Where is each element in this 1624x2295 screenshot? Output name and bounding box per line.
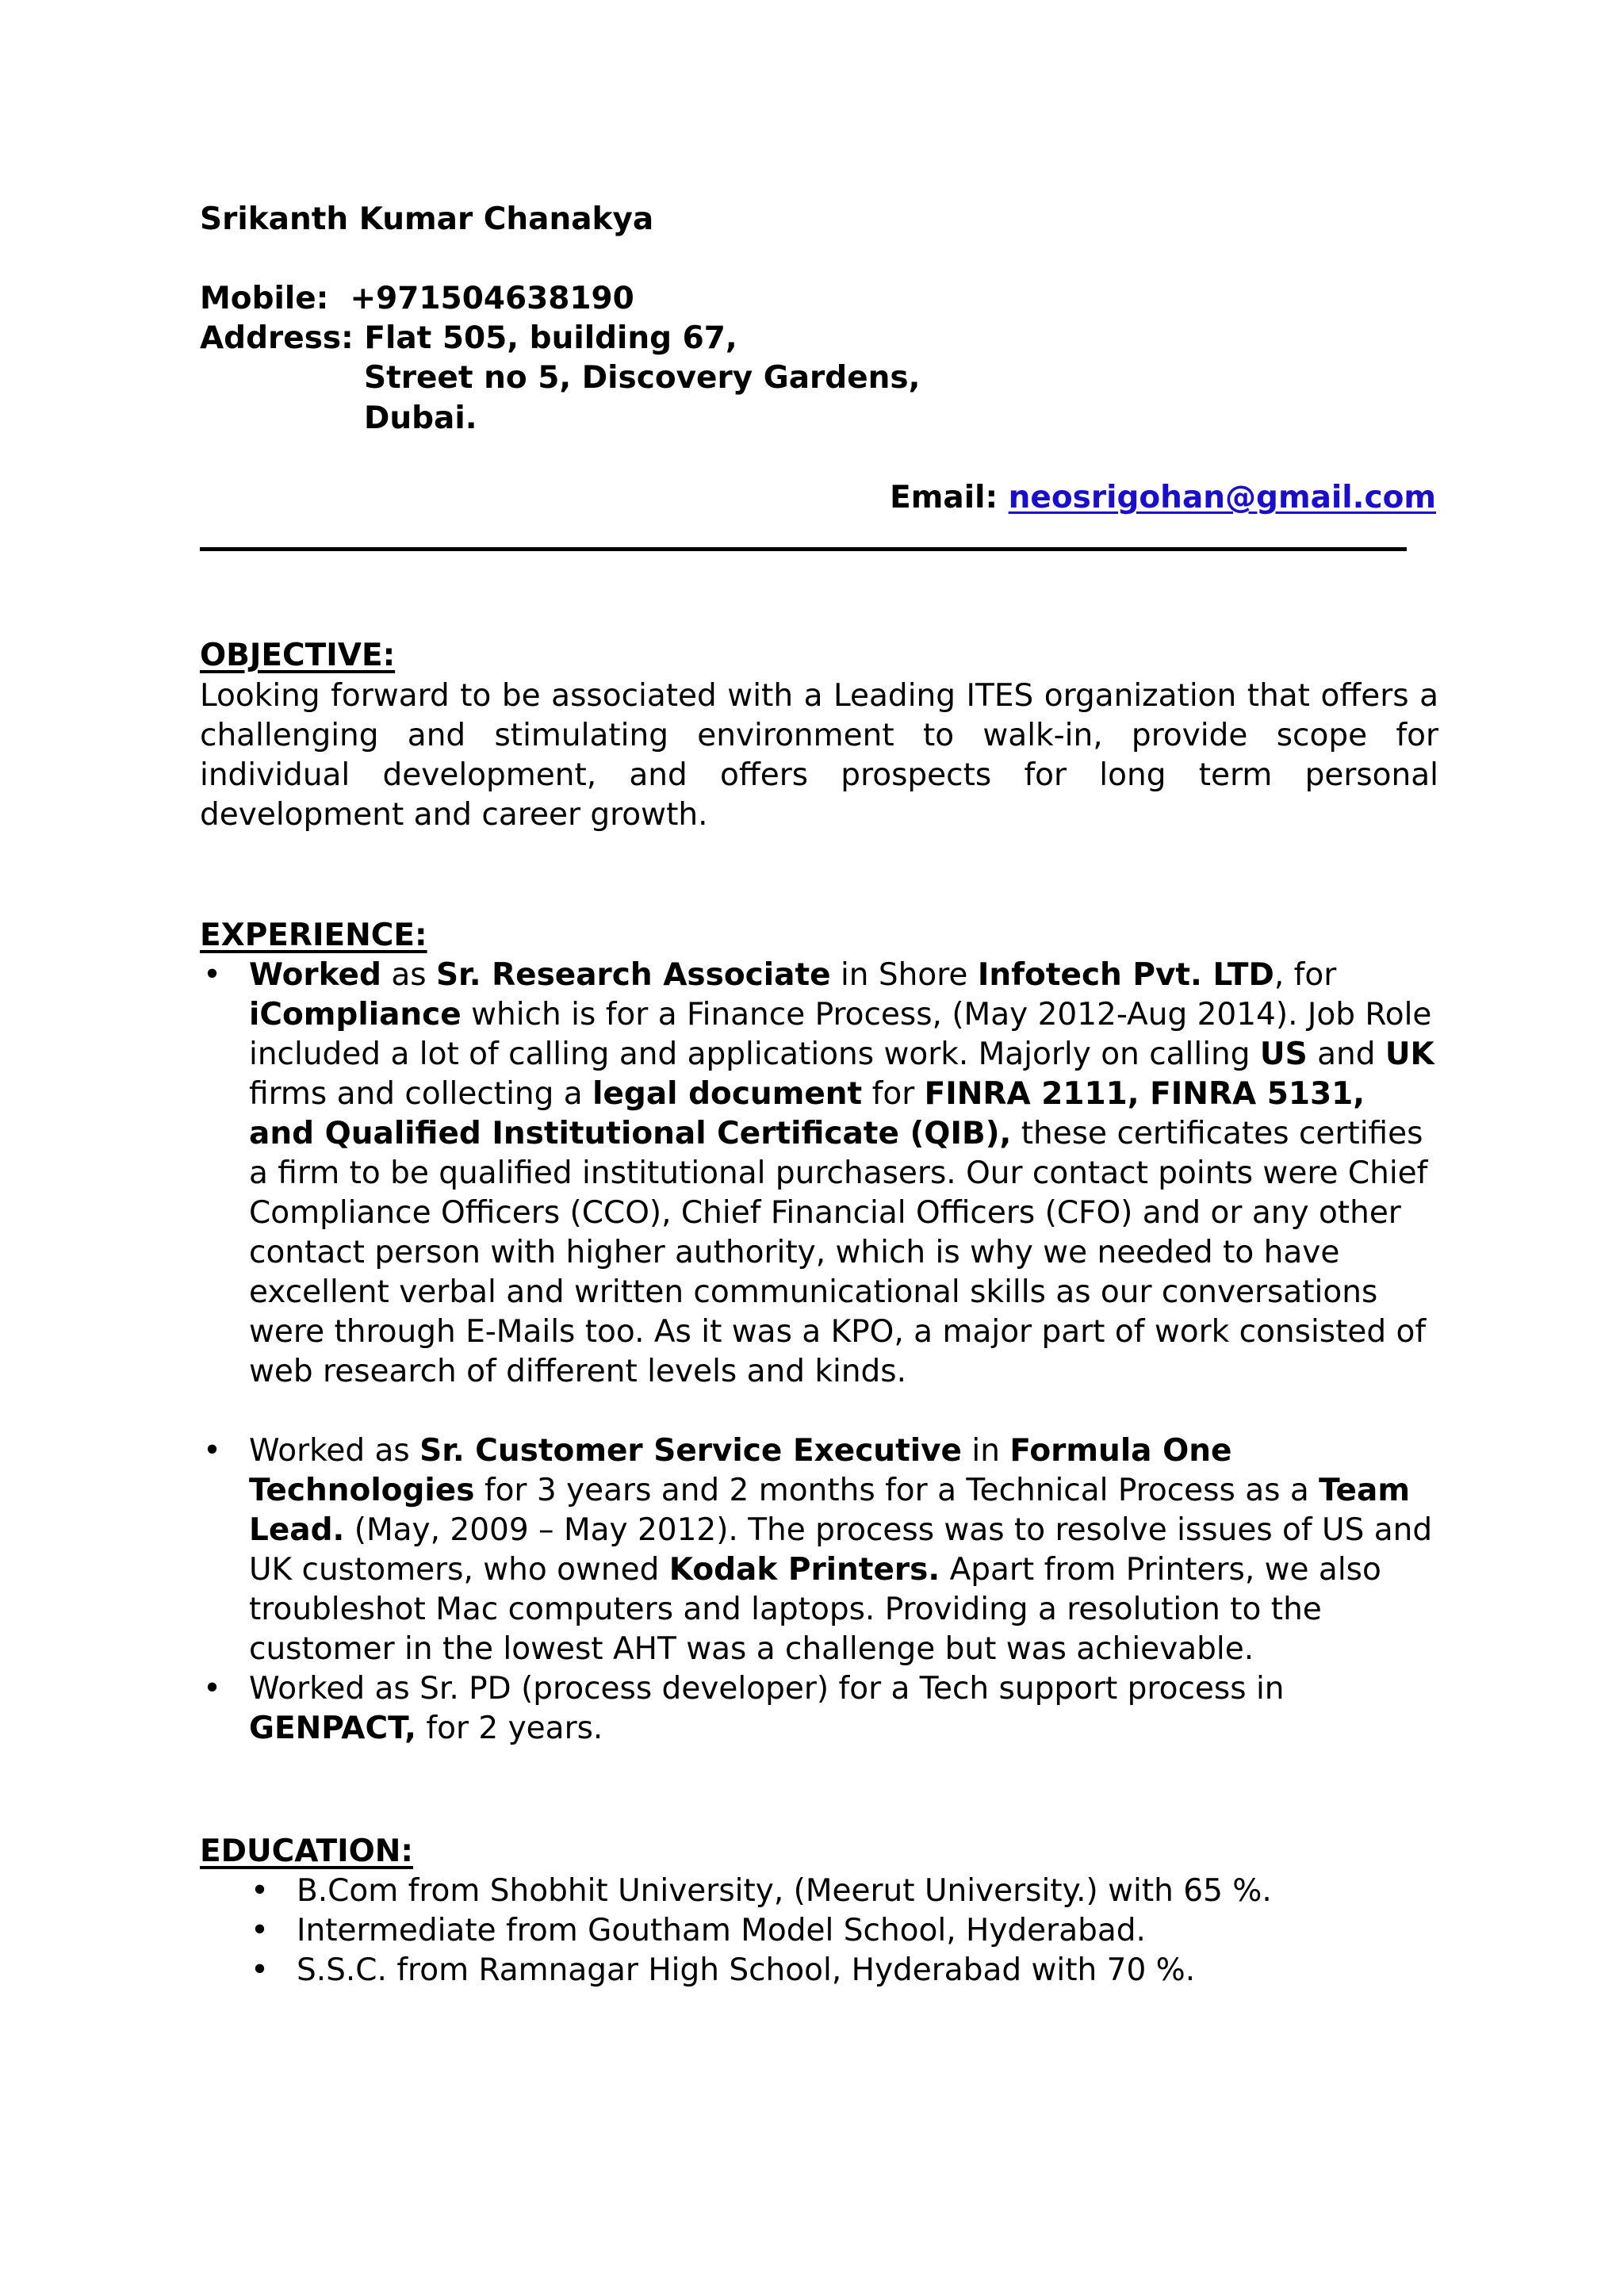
bold-text-run: iCompliance [249, 997, 462, 1033]
experience-item [200, 1669, 1438, 1749]
education-list [200, 1872, 1438, 1990]
bullet-icon: • [251, 1952, 270, 1988]
experience-item-text [249, 1433, 1432, 1667]
text-run: Worked as Sr. PD (process developer) for a Tech support process in [249, 1671, 1285, 1707]
text-run: for [862, 1076, 925, 1112]
text-run: and [1307, 1036, 1385, 1072]
text-run: which is for a Finance Process, (May 2012-Aug 2014). Job Role included a lot of calling and applications work. Majorly on calling [249, 997, 1432, 1072]
mobile-label: Mobile: [200, 281, 329, 316]
education-item [200, 1951, 1438, 1990]
address-line-2: Street no 5, Discovery Gardens, [364, 360, 921, 396]
text-run: in [961, 1433, 1010, 1469]
bold-text-run: Team Lead. [249, 1473, 1410, 1548]
address-value-1: Flat 505, building 67, [364, 320, 737, 356]
address-label: Address: [200, 320, 354, 356]
objective-title: OBJECTIVE: [200, 638, 396, 673]
experience-title: EXPERIENCE: [200, 918, 427, 953]
bold-text-run: UK [1385, 1036, 1434, 1072]
objective-text: Looking forward to be associated with a Leading ITES organization that offers a challenging and stimulating environment to walk-in, provide scope for individual development, and offers prospects for long term personal development and career growth. [200, 678, 1438, 833]
email-link[interactable]: neosrigohan@gmail.com [1008, 480, 1436, 515]
education-item-text: B.Com from Shobhit University, (Meerut University.) with 65 %. [297, 1873, 1272, 1909]
address-line-3: Dubai. [364, 400, 477, 436]
text-run: as [381, 957, 436, 993]
text-run: for 2 years. [416, 1711, 603, 1746]
experience-item [200, 1431, 1438, 1669]
bold-text-run: FINRA 2111, FINRA 5131, and Qualified Institutional Certificate (QIB), [249, 1076, 1365, 1151]
experience-item-text [249, 1671, 1285, 1746]
bold-text-run: GENPACT, [249, 1711, 416, 1746]
header-divider [200, 547, 1407, 551]
candidate-name: Srikanth Kumar Chanakya [200, 201, 654, 237]
education-item [200, 1872, 1438, 1911]
education-item-text: S.S.C. from Ramnagar High School, Hyderabad with 70 %. [297, 1952, 1196, 1988]
text-run: Worked as [249, 1433, 420, 1469]
bullet-icon: • [251, 1913, 270, 1948]
text-run: for 3 years and 2 months for a Technical Process as a [474, 1473, 1320, 1508]
address-line-1 [200, 319, 737, 358]
mobile-line [200, 279, 634, 319]
experience-item-text [249, 957, 1434, 1389]
bullet-icon: • [203, 957, 222, 993]
bold-text-run: Kodak Printers. [668, 1552, 940, 1588]
text-run: these certificates certifies a firm to be qualified institutional purchasers. Our contact points were Chief Compliance Officers (CCO), Chief Financial Officers (CFO) and or any other contact person with higher authority, which is why we needed to have excellent verbal and written communicational skills as our conversations were through E-Mails too. As it was a KPO, a major part of work consisted of web research of different levels and kinds. [249, 1116, 1428, 1389]
experience-list [200, 956, 1438, 1749]
bullet-icon: • [203, 1671, 222, 1707]
bold-text-run: legal document [592, 1076, 863, 1112]
text-run: Apart from Printers, we also troubleshot Mac computers and laptops. Providing a resolution to the customer in the lowest AHT was a challenge but was achievable. [249, 1552, 1381, 1667]
text-run: , for [1274, 957, 1337, 993]
email-label: Email: [890, 480, 998, 515]
education-item [200, 1911, 1438, 1951]
education-item-text: Intermediate from Goutham Model School, Hyderabad. [297, 1913, 1146, 1948]
text-run: firms and collecting a [249, 1076, 593, 1112]
bold-text-run: Sr. Customer Service Executive [419, 1433, 962, 1469]
bold-text-run: Sr. Research Associate [435, 957, 831, 993]
bold-text-run: Formula One Technologies [249, 1433, 1232, 1508]
mobile-value: +971504638190 [350, 281, 634, 316]
bold-text-run: Infotech Pvt. LTD [977, 957, 1274, 993]
education-title: EDUCATION: [200, 1833, 413, 1869]
bullet-icon: • [203, 1433, 222, 1469]
email-line [890, 478, 1436, 518]
experience-item [200, 956, 1438, 1392]
text-run: in Shore [830, 957, 978, 993]
bullet-icon: • [251, 1873, 270, 1909]
text-run: (May, 2009 – May 2012). The process was to resolve issues of US and UK customers, who owned [249, 1512, 1433, 1588]
bold-text-run: Worked [249, 957, 381, 993]
bold-text-run: US [1259, 1036, 1308, 1072]
